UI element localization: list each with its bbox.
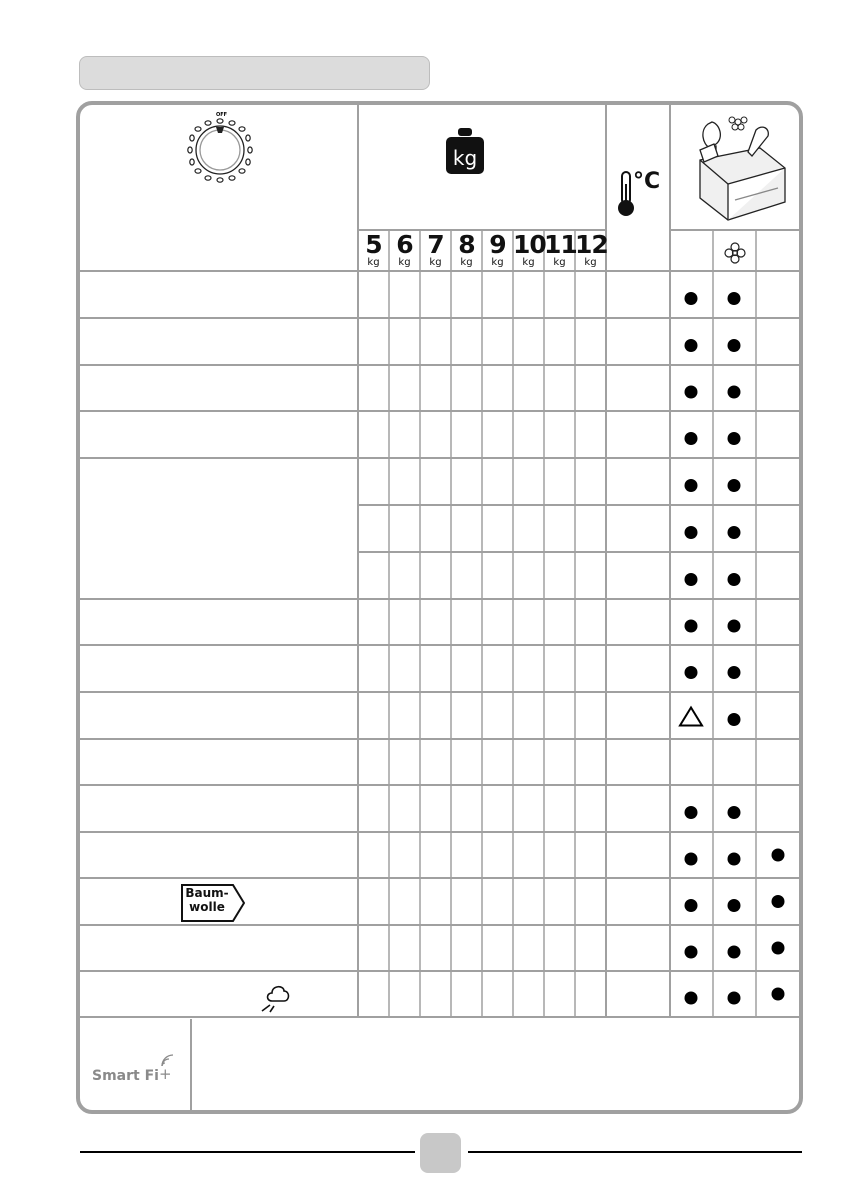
svg-text:kg: kg [452, 146, 478, 170]
load-column-header: 12 kg [575, 230, 608, 268]
dot-mark [685, 292, 698, 305]
dot-mark [728, 992, 741, 1005]
load-column-header: 7 kg [427, 230, 444, 268]
dot-mark [772, 849, 785, 862]
load-column-header: 8 kg [458, 230, 475, 268]
smart-fi-label: Smart Fi+ [92, 1065, 172, 1084]
triangle-mark [680, 708, 702, 726]
dot-mark [685, 479, 698, 492]
dot-mark [772, 988, 785, 1001]
dot-mark [728, 292, 741, 305]
dot-mark [728, 526, 741, 539]
dot-mark [685, 432, 698, 445]
dot-mark [728, 573, 741, 586]
footer-rule-right [468, 1151, 802, 1153]
dot-mark [728, 806, 741, 819]
dot-mark [685, 620, 698, 633]
temperature-unit: °C [633, 169, 661, 194]
load-column-header: 11 kg [544, 230, 577, 268]
dot-mark [685, 946, 698, 959]
dot-mark [728, 620, 741, 633]
dot-mark [685, 806, 698, 819]
dot-mark [685, 526, 698, 539]
svg-text:OFF: OFF [216, 112, 228, 118]
dot-mark [685, 339, 698, 352]
dot-mark [728, 946, 741, 959]
dot-mark [685, 899, 698, 912]
dot-mark [728, 432, 741, 445]
dot-mark [728, 386, 741, 399]
steam-icon [260, 979, 294, 1013]
dot-mark [685, 386, 698, 399]
dot-mark [685, 992, 698, 1005]
load-column-header: 10 kg [513, 230, 546, 268]
dot-mark [728, 713, 741, 726]
dot-mark [772, 942, 785, 955]
wifi-icon [160, 1052, 176, 1068]
cotton-badge-label: Baum- wolle [185, 886, 229, 914]
dot-mark [728, 666, 741, 679]
load-column-header: 9 kg [489, 230, 506, 268]
dot-mark [685, 853, 698, 866]
dot-mark [685, 666, 698, 679]
dot-mark [728, 853, 741, 866]
load-column-header: 6 kg [396, 230, 413, 268]
dot-mark [728, 339, 741, 352]
page-number-tab [420, 1133, 461, 1173]
dot-mark [772, 895, 785, 908]
load-column-header: 5 kg [365, 230, 382, 268]
dot-mark [685, 573, 698, 586]
dot-mark [728, 899, 741, 912]
dot-mark [728, 479, 741, 492]
footer-rule-left [80, 1151, 415, 1153]
